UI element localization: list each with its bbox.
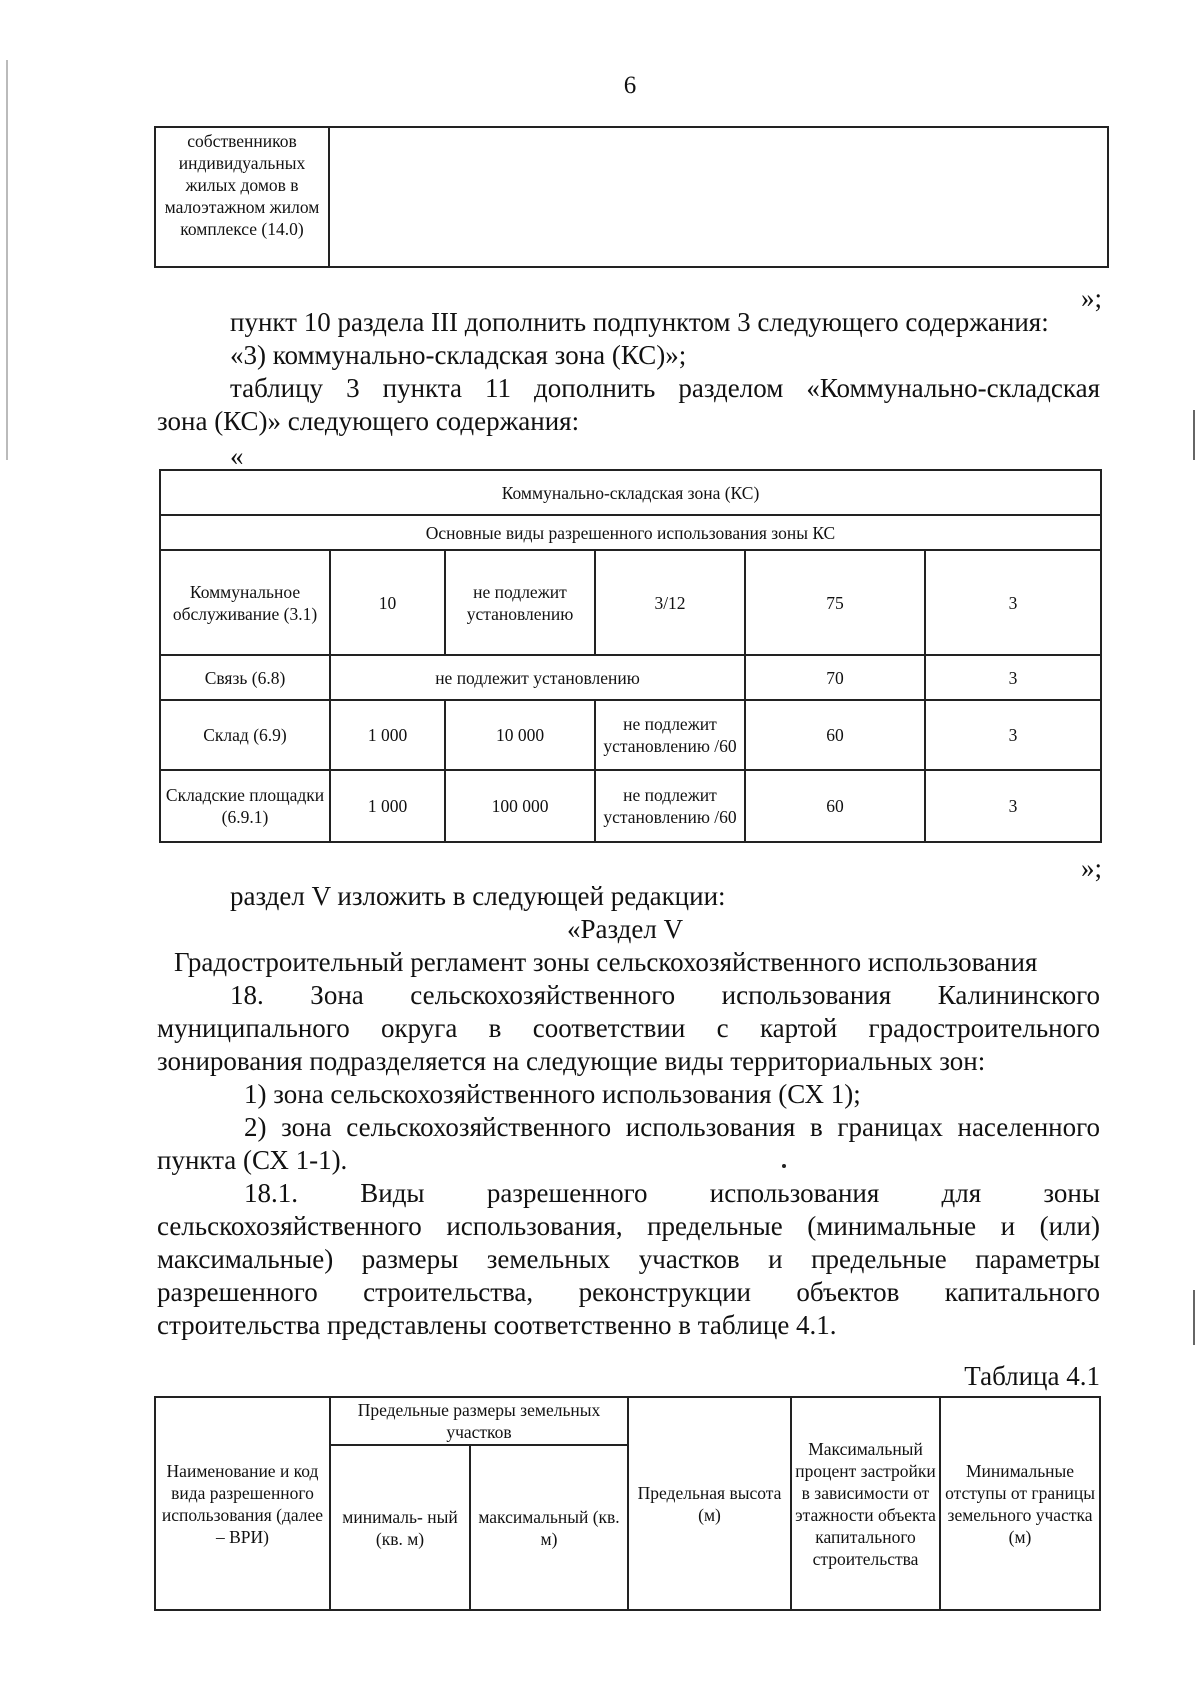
row-percent: 75 [745, 550, 925, 655]
header-sizes: Предельные размеры земельных участков [330, 1397, 628, 1445]
table-row [160, 770, 1101, 842]
ks-zone-table [159, 469, 1102, 843]
closing-quote-2: »; [1080, 853, 1102, 883]
row-max: не подлежит установлению [445, 550, 595, 655]
table-row [160, 700, 1101, 770]
row-percent: 60 [745, 700, 925, 770]
paragraph-181-line2: сельскохозяйственного использования, предельные (минимальные и (или) [157, 1211, 1100, 1241]
paragraph-18-line2: муниципального округа в соответствии с картой градостроительного [157, 1013, 1100, 1043]
row-name: Склад (6.9) [160, 700, 330, 770]
closing-quote: »; [1080, 283, 1102, 313]
paragraph-table3-line1: таблицу 3 пункта 11 дополнить разделом «Коммунально-складская [230, 373, 1100, 403]
table-row [160, 655, 1101, 700]
row-name: Связь (6.8) [160, 655, 330, 700]
paragraph-18-line3: зонирования подразделяется на следующие виды территориальных зон: [157, 1046, 986, 1076]
row-min: 1 000 [330, 770, 445, 842]
table-cell-empty [329, 127, 1108, 267]
header-name: Наименование и код вида разрешенного использования (далее – ВРИ) [155, 1397, 330, 1610]
page-number: 6 [623, 72, 637, 99]
header-max: максимальный (кв. м) [470, 1445, 628, 1610]
header-min: минималь- ный (кв. м) [330, 1445, 470, 1610]
row-setback: 3 [925, 700, 1101, 770]
row-height: 3/12 [595, 550, 745, 655]
paragraph-18-item2-line1: 2) зона сельскохозяйственного использования в границах населенного [244, 1112, 1100, 1142]
scan-speck [782, 1164, 786, 1168]
table-cell-owners: собственников индивидуальных жилых домов в малоэтажном жилом комплексе (14.0) [155, 127, 329, 267]
paragraph-181-line5: строительства представлены соответственно в таблице 4.1. [157, 1310, 837, 1340]
ks-table-subtitle: Основные виды разрешенного использования зоны КС [160, 515, 1101, 550]
paragraph-181-line4: разрешенного строительства, реконструкции объектов капитального [157, 1277, 1100, 1307]
row-name: Складские площадки (6.9.1) [160, 770, 330, 842]
paragraph-18-item1: 1) зона сельскохозяйственного использования (СХ 1); [244, 1079, 861, 1109]
header-setback: Минимальные отступы от границы земельного участка (м) [940, 1397, 1100, 1610]
row-max: 100 000 [445, 770, 595, 842]
scan-edge-right-2 [1193, 1290, 1195, 1345]
row-merged: не подлежит установлению [330, 655, 745, 700]
paragraph-18-line1: 18. Зона сельскохозяйственного использования Калининского [230, 980, 1100, 1010]
continued-table [154, 126, 1109, 268]
table-caption: Таблица 4.1 [964, 1361, 1100, 1391]
header-height: Предельная высота (м) [628, 1397, 791, 1610]
scan-edge-left [6, 60, 8, 460]
row-min: 1 000 [330, 700, 445, 770]
row-min: 10 [330, 550, 445, 655]
paragraph-sectionV: раздел V изложить в следующей редакции: [230, 881, 726, 911]
paragraph-point10: пункт 10 раздела III дополнить подпунктом 3 следующего содержания: [230, 307, 1049, 337]
section-heading: «Раздел V [567, 914, 684, 944]
section-title: Градостроительный регламент зоны сельскохозяйственного использования [174, 947, 1038, 977]
row-max: 10 000 [445, 700, 595, 770]
ks-table-title: Коммунально-складская зона (КС) [160, 470, 1101, 515]
row-setback: 3 [925, 770, 1101, 842]
row-height: не подлежит установлению /60 [595, 770, 745, 842]
paragraph-item3: «3) коммунально-складская зона (КС)»; [230, 340, 687, 370]
row-setback: 3 [925, 655, 1101, 700]
table-4-1-header [154, 1396, 1101, 1611]
scan-edge-right [1193, 410, 1195, 460]
header-percent: Максимальный процент застройки в зависимости от этажности объекта капитального строительства [791, 1397, 940, 1610]
row-percent: 60 [745, 770, 925, 842]
opening-quote: « [230, 441, 244, 471]
row-name: Коммунальное обслуживание (3.1) [160, 550, 330, 655]
row-setback: 3 [925, 550, 1101, 655]
paragraph-181-line1: 18.1. Виды разрешенного использования для зоны [244, 1178, 1100, 1208]
row-percent: 70 [745, 655, 925, 700]
paragraph-18-item2-line2: пункта (СХ 1-1). [157, 1145, 348, 1175]
row-height: не подлежит установлению /60 [595, 700, 745, 770]
paragraph-181-line3: максимальные) размеры земельных участков и предельные параметры [157, 1244, 1100, 1274]
table-row [160, 550, 1101, 655]
paragraph-table3-line2: зона (КС)» следующего содержания: [157, 406, 580, 436]
